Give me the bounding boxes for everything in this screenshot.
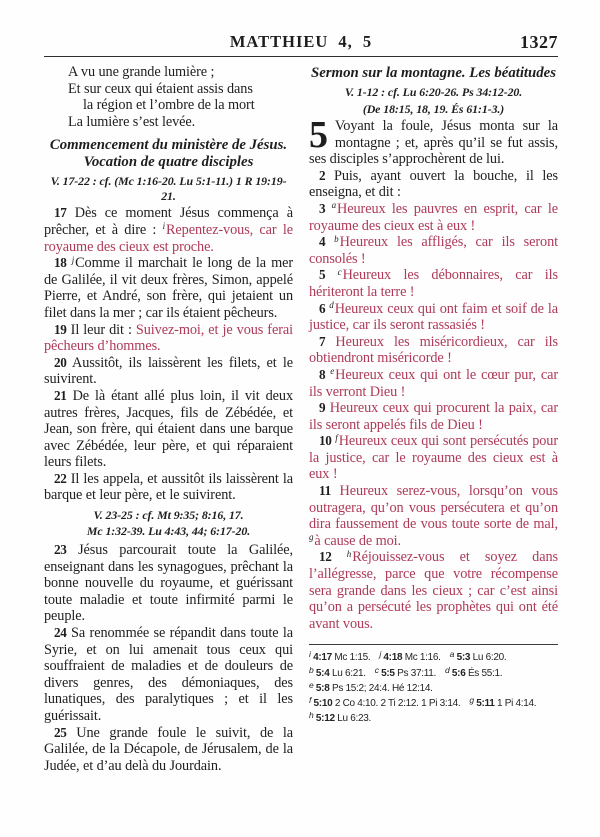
footnote-letter: j xyxy=(379,649,381,660)
verse-paragraph xyxy=(309,301,558,334)
verse-text: Jésus parcourait toute la Galilée, enseignant dans les synagogues, prêchant la bonne nouvelle du royaume, et guérissant toute maladie et toute infirmité parmi le peuple. xyxy=(44,542,293,625)
verse-number: 3 xyxy=(319,200,326,216)
red-letter-text: Heureux ceux qui procurent la paix, car ils seront appelés fils de Dieu ! xyxy=(309,400,558,433)
verse-paragraph xyxy=(309,483,558,549)
verse-number: 7 xyxy=(319,333,326,349)
footnote-text: Lu 6:20. xyxy=(472,652,507,664)
verse-number: 5 xyxy=(319,267,326,283)
footnote-ref: 4:17 xyxy=(310,652,335,664)
footnote-ref: 5:3 xyxy=(454,652,473,664)
footnote-text: Ps 15:2; 24:4. Hé 12:14. xyxy=(331,682,433,694)
verse-paragraph xyxy=(44,471,293,504)
verse-text: Une grande foule le suivit, de la Galilée, de la Décapole, de Jérusalem, de la Judée, et d’au delà du Jourdain. xyxy=(44,724,293,774)
footnote-line xyxy=(309,666,558,681)
footnote-line xyxy=(309,696,558,711)
verse-number: 8 xyxy=(319,366,326,382)
red-letter-text: Heureux ceux qui ont le cœur pur, car ils verront Dieu ! xyxy=(309,366,558,400)
verse-paragraph xyxy=(44,322,293,355)
verse-number: 12 xyxy=(319,549,332,565)
verse-number: 18 xyxy=(54,255,67,271)
verse-text: Comme il marchait le long de la mer de Galilée, il vit deux frères, Simon, appelé Pierre, et André, son frère, qui jetaient un filet dans la mer ; car ils étaient pêcheurs. xyxy=(44,255,293,321)
verse-paragraph xyxy=(309,334,558,367)
chapter-paragraph xyxy=(309,114,558,168)
cross-reference-line: V. 17-22 : cf. (Mc 1:16-20. Lu 5:1-11.) 1 R 19:19-21. xyxy=(50,174,287,203)
footnote-ref: 5:4 xyxy=(313,667,332,679)
verse-paragraph xyxy=(44,625,293,725)
verse-number: 23 xyxy=(54,542,67,558)
page-header xyxy=(44,28,558,57)
crossref-letter: j xyxy=(71,254,75,265)
red-letter-text: Heureux les pauvres en esprit, car le royaume des cieux est à eux ! xyxy=(309,200,558,234)
footnote xyxy=(309,664,366,679)
crossref-letter: d xyxy=(329,300,334,311)
right-column xyxy=(309,64,558,774)
verse-number: 17 xyxy=(54,205,67,221)
crossref-letter: f xyxy=(335,432,338,443)
verse-paragraph xyxy=(44,542,293,625)
verse-number: 11 xyxy=(319,483,331,499)
cross-reference-line: (De 18:15, 18, 19. És 61:1-3.) xyxy=(362,101,505,116)
footnote-text: 1 Pi 4:14. xyxy=(497,698,537,710)
verse-text: Il les appela, et aussitôt ils laissèrent la barque et leur père, et le suivirent. xyxy=(44,470,293,504)
footnote xyxy=(309,710,371,725)
poetry-line: Et sur ceux qui étaient assis dans xyxy=(68,80,253,97)
red-letter-text: Réjouissez-vous et soyez dans l’allégresse, parce que votre récompense sera grande dans les cieux ; car c’est ainsi qu’on a persécuté les prophètes qui ont été avant vous. xyxy=(309,549,558,632)
verse-text: Sa renommée se répandit dans toute la Syrie, et on lui amenait tous ceux qui souffraient de maladies et de douleurs de divers genres, des démoniaques, des lunatiques, des paralytiques ; et il les guérissait. xyxy=(44,625,293,724)
verse-number: 24 xyxy=(54,625,67,641)
footnote xyxy=(374,664,436,679)
footnote-letter: h xyxy=(309,710,314,721)
verse-number: 25 xyxy=(54,724,67,740)
verse-number: 21 xyxy=(54,387,67,403)
poetry-line: la région et l’ombre de la mort xyxy=(83,97,255,114)
footnote-ref: 5:6 xyxy=(449,667,468,679)
footnote-text: Mc 1:15. xyxy=(334,652,371,664)
cross-reference-line: V. 23-25 : cf. Mt 9:35; 8:16, 17. xyxy=(93,508,244,523)
footnote-ref: 5:11 xyxy=(473,698,498,710)
text-columns xyxy=(44,64,558,774)
footnote-letter: b xyxy=(309,664,314,675)
verse-paragraph xyxy=(309,433,558,483)
crossref-letter: b xyxy=(334,233,339,244)
footnote-ref: 5:5 xyxy=(378,667,398,679)
verse-number: 9 xyxy=(319,400,326,416)
red-letter-text: Heureux ceux qui ont faim et soif de la justice, car ils seront rassasiés ! xyxy=(309,300,559,334)
poetry-line: La lumière s’est levée. xyxy=(68,113,196,130)
verse-text: Il leur dit : xyxy=(70,321,136,338)
verse-paragraph xyxy=(44,205,293,255)
footnote-ref: 5:12 xyxy=(313,713,338,725)
red-letter-text: Suivez-moi, et je vous ferai pêcheurs d’hommes. xyxy=(44,321,293,355)
red-letter-text: Heureux ceux qui sont persécutés pour la justice, car le royaume des cieux est à eux ! xyxy=(309,433,559,483)
verse-text: Puis, ayant ouvert la bouche, il les enseigna, et dit : xyxy=(309,167,558,201)
red-letter-text: Repentez-vous, car le royaume des cieux est proche. xyxy=(44,221,293,255)
footnote-letter: f xyxy=(309,695,312,706)
verse-paragraph xyxy=(44,725,293,775)
cross-reference-block xyxy=(44,508,293,539)
footnote-letter: d xyxy=(444,664,450,675)
verse-paragraph xyxy=(44,255,293,321)
footnote-line xyxy=(309,711,558,726)
verse-paragraph xyxy=(309,168,558,201)
footnote-text: Mc 1:16. xyxy=(404,652,441,664)
footnote xyxy=(309,679,433,694)
verse-paragraph xyxy=(309,234,558,267)
crossref-letter: g xyxy=(309,532,314,543)
footnote-text: Ps 37:11. xyxy=(397,667,436,679)
crossref-letter: e xyxy=(330,366,335,377)
poetry-line: A vu une grande lumière ; xyxy=(68,64,215,80)
footnote-line xyxy=(309,681,558,696)
footnote-letter: e xyxy=(309,679,314,690)
running-head-title: MATTHIEU 4, 5 xyxy=(229,32,373,51)
footnote-ref: 5:8 xyxy=(313,682,332,694)
verse-number: 10 xyxy=(319,433,332,449)
page-number: 1327 xyxy=(520,32,558,52)
footnote-text: Lu 6:23. xyxy=(337,713,371,725)
verse-text: Dès ce moment Jésus commença à prêcher, et à dire : xyxy=(44,205,294,238)
footnote-ref: 5:10 xyxy=(311,698,335,710)
verse-number: 2 xyxy=(319,167,326,183)
verse-number: 4 xyxy=(319,234,326,250)
footnote-letter: a xyxy=(449,649,455,660)
verse-text: Voyant la foule, Jésus monta sur la montagne ; et, après qu’il se fut assis, ses disciples s’approchèrent de lui. xyxy=(309,118,558,168)
red-letter-text: Heureux les miséricordieux, car ils obtiendront miséricorde ! xyxy=(309,333,558,367)
verse-paragraph xyxy=(309,201,558,234)
footnote-letter: i xyxy=(309,649,311,660)
red-letter-text: Heureux les affligés, car ils seront consolés ! xyxy=(309,234,558,267)
left-column xyxy=(44,64,293,774)
section-heading: Commencement du ministère de Jésus. Vocation de quatre disciples xyxy=(49,137,288,171)
crossref-letter: i xyxy=(162,221,165,232)
verse-paragraph xyxy=(309,549,558,632)
section-heading: Sermon sur la montagne. Les béatitudes xyxy=(311,65,557,81)
footnote-letter: g xyxy=(469,695,474,706)
verse-number: 19 xyxy=(54,321,67,337)
cross-reference-line: V. 1-12 : cf. Lu 6:20-26. Ps 34:12-20. xyxy=(344,85,523,99)
footnote xyxy=(449,649,507,664)
footnote xyxy=(444,664,503,679)
footnotes-block xyxy=(309,644,558,726)
verse-paragraph xyxy=(309,267,558,300)
crossref-letter: a xyxy=(331,200,337,211)
verse-paragraph xyxy=(309,367,558,400)
footnote xyxy=(469,695,537,710)
verse-paragraph xyxy=(44,388,293,471)
verse-number: 20 xyxy=(54,354,67,370)
cross-reference-line: Mc 1:32-39. Lu 4:43, 44; 6:17-20. xyxy=(86,523,251,538)
verse-number: 22 xyxy=(54,470,67,486)
footnote xyxy=(379,649,441,664)
red-letter-text: à cause de moi. xyxy=(314,532,402,549)
footnote xyxy=(309,649,371,664)
verse-paragraph xyxy=(309,400,558,433)
red-letter-text: Heureux serez-vous, lorsqu’on vous outragera, qu’on vous persécutera et qu’on dira faussement de vous toute sorte de mal, xyxy=(309,483,558,533)
footnote-line xyxy=(309,650,558,665)
verse-paragraph xyxy=(44,355,293,388)
red-letter-text: Heureux les débonnaires, car ils hériteront la terre ! xyxy=(309,267,558,300)
footnote-text: Lu 6:21. xyxy=(331,667,366,679)
footnote-text: 2 Co 4:10. 2 Ti 2:12. 1 Pi 3:14. xyxy=(334,698,461,710)
verse-text: De là étant allé plus loin, il vit deux autres frères, Jacques, fils de Zébédée, et Jean, son frère, qui étaient dans une barque avec Zébédée, leur père, et qui réparaient leurs filets. xyxy=(44,387,294,471)
footnote-text: És 55:1. xyxy=(467,667,503,679)
footnote xyxy=(309,695,461,710)
verse-number: 6 xyxy=(319,300,326,316)
verse-text: Aussitôt, ils laissèrent les filets, et le suivirent. xyxy=(44,354,293,388)
chapter-number-dropcap: 5 xyxy=(309,114,328,156)
crossref-letter: h xyxy=(346,548,352,559)
footnote-ref: 4:18 xyxy=(380,652,405,664)
footnote-letter: c xyxy=(374,664,379,675)
crossref-letter: c xyxy=(337,266,342,277)
poetry-block xyxy=(44,64,293,130)
